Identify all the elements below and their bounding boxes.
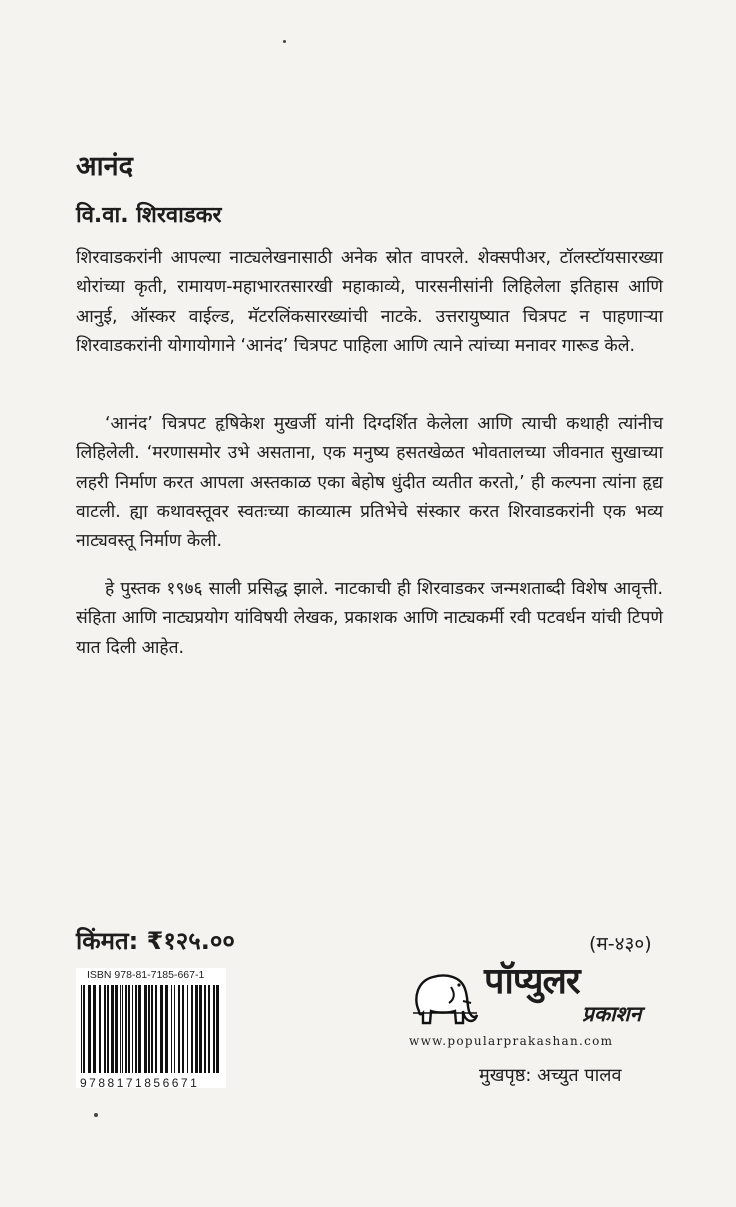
barcode-bar bbox=[135, 985, 137, 1073]
speck bbox=[283, 40, 286, 43]
barcode-number: 9788171856671 bbox=[80, 1076, 200, 1090]
barcode-bar bbox=[83, 985, 85, 1073]
barcode-bar bbox=[171, 985, 172, 1073]
barcode-bar bbox=[107, 985, 109, 1073]
speck bbox=[94, 1113, 98, 1117]
barcode-bar bbox=[187, 985, 188, 1073]
barcode-bar bbox=[155, 985, 157, 1073]
barcode-bar bbox=[182, 985, 184, 1073]
barcode-bar bbox=[122, 985, 123, 1073]
barcode-bar bbox=[132, 985, 133, 1073]
barcode-bar bbox=[111, 985, 114, 1073]
barcode-bar bbox=[151, 985, 153, 1073]
barcode-bar bbox=[160, 985, 163, 1073]
barcode-bar bbox=[148, 985, 150, 1073]
catalog-code: (म-४३०) bbox=[589, 933, 652, 955]
barcode-bar bbox=[213, 985, 215, 1073]
barcode-bar bbox=[104, 985, 106, 1073]
barcode-bar bbox=[99, 985, 101, 1073]
publisher-url: www.popularprakashan.com bbox=[409, 1034, 614, 1048]
barcode-bar bbox=[128, 985, 130, 1073]
barcode-bar bbox=[204, 985, 206, 1073]
barcode-bar bbox=[195, 985, 198, 1073]
barcode-bar bbox=[120, 985, 121, 1073]
elephant-icon bbox=[407, 965, 479, 1029]
barcode-bar bbox=[93, 985, 96, 1073]
barcode-bar bbox=[115, 985, 118, 1073]
cover-credit: मुखपृष्ठ: अच्युत पालव bbox=[479, 1065, 622, 1086]
barcode bbox=[79, 985, 224, 1073]
barcode-bar bbox=[216, 985, 219, 1073]
publisher-subname: प्रकाशन bbox=[582, 1002, 642, 1026]
isbn-label: ISBN 978-81-7185-667-1 bbox=[87, 969, 205, 981]
barcode-bar bbox=[199, 985, 202, 1073]
barcode-bar bbox=[208, 985, 210, 1073]
blurb-paragraph-3: हे पुस्तक १९७६ साली प्रसिद्ध झाले. नाटकाची ही शिरवाडकर जन्मशताब्दी विशेष आवृत्ती. संहिता आणि नाट्यप्रयोग यांविषयी लेखक, प्रकाशक आणि नाट्यकर्मी रवी पटवर्धन यांची टिपणे यात दिली आहेत. bbox=[76, 579, 663, 658]
price-label: किंमत: ₹१२५.०० bbox=[76, 927, 235, 955]
blurb-paragraph-2: ‘आनंद’ चित्रपट हृषिकेश मुखर्जी यांनी दिग्दर्शित केलेला आणि त्याची कथाही त्यांनीच लिहिलेली. ‘मरणासमोर उभे असताना, एक मनुष्य हसतखेळत भोवतालच्या जीवनात सुखाच्या लहरी निर्माण करत आपला अस्तकाळ एका बेहोष धुंदीत व्यतीत करतो,’ ही कल्पना त्यांना हृद्य वाटली. ह्या कथावस्तूवर स्वतःच्या काव्यात्म प्रतिभेचे संस्कार करत शिरवाडकरांनी एक भव्य नाट्यवस्तू निर्माण केली. bbox=[76, 414, 663, 552]
barcode-bar bbox=[81, 985, 82, 1073]
barcode-bar bbox=[138, 985, 141, 1073]
barcode-bar bbox=[191, 985, 193, 1073]
book-author: वि.वा. शिरवाडकर bbox=[76, 203, 222, 228]
barcode-bar bbox=[178, 985, 180, 1073]
book-title: आनंद bbox=[76, 151, 133, 182]
barcode-bar bbox=[174, 985, 175, 1073]
barcode-bar bbox=[88, 985, 91, 1073]
publisher-name: पॉप्युलर bbox=[484, 961, 580, 1002]
blurb-paragraph-1: शिरवाडकरांनी आपल्या नाट्यलेखनासाठी अनेक स्रोत वापरले. शेक्सपीअर, टॉलस्टॉयसारख्या थोरांच्या कृती, रामायण-महाभारतसारखी महाकाव्ये, पारसनीसांनी लिहिलेला इतिहास आणि आनुई, ऑस्कर वाईल्ड, मॅटरलिंकसारख्यांची नाटके. उत्तरायुष्यात चित्रपट न पाहणाऱ्या शिरवाडकरांनी योगायोगाने ‘आनंद’ चित्रपट पाहिला आणि त्याने त्यांच्या मनावर गारूड केले. bbox=[76, 248, 663, 356]
barcode-bar bbox=[144, 985, 147, 1073]
barcode-bar bbox=[165, 985, 168, 1073]
barcode-bar bbox=[125, 985, 127, 1073]
